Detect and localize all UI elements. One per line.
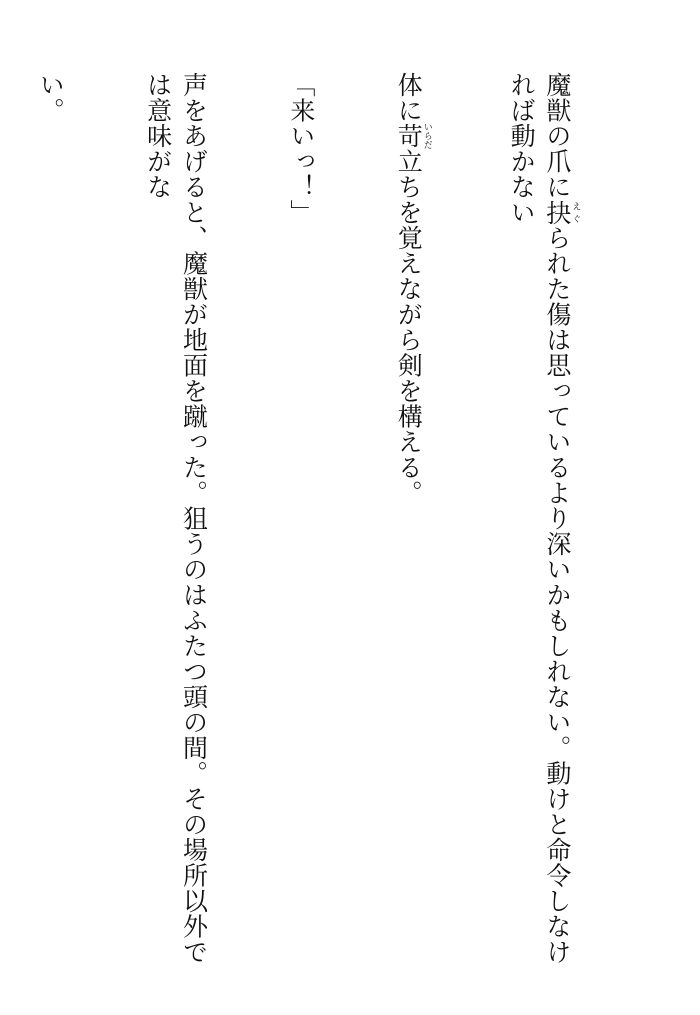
text-line-2: 体に苛いらだ立ちを覚えながら剣を構える。	[394, 72, 432, 506]
text-line-5: い。	[36, 72, 66, 123]
text-line-4: 声をあげると、魔獣が地面を蹴った。狙うのはふたつ頭の間。その場所以外では意味がな	[143, 72, 209, 965]
ruby-egu: 抉えぐ	[542, 199, 581, 225]
text-line-1: 魔獣の爪に抉えぐられた傷は思っているより深いかもしれない。動けと命令しなければ動かない	[507, 72, 581, 965]
ruby-egu-reading: えぐ	[570, 199, 581, 225]
text-line-3: 「来いっ！」	[286, 72, 316, 225]
ruby-irada: 苛いらだ	[394, 122, 432, 150]
vertical-text-body	[0, 72, 652, 972]
ruby-irada-reading: いらだ	[421, 122, 432, 150]
